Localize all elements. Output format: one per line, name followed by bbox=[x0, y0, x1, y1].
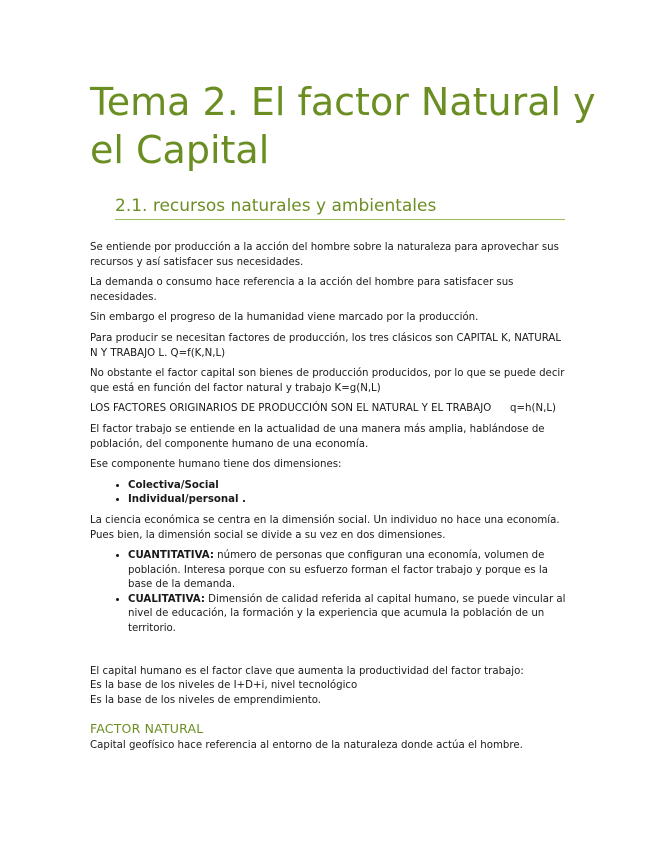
dimensions-list bbox=[90, 479, 568, 508]
list-item bbox=[128, 549, 568, 593]
capital-humano-line: Es la base de los niveles de emprendimiento. bbox=[90, 694, 322, 706]
paragraph-capital: No obstante el factor capital son bienes de producción producidos, por lo que se puede decir que está en función del factor natural y trabajo K=g(N,L) bbox=[90, 368, 565, 394]
list-item: • Individual/personal . bbox=[128, 493, 568, 508]
factores-originarios-formula: q=h(N,L) bbox=[510, 403, 556, 415]
subdimensions-list bbox=[90, 549, 568, 637]
paragraph-demanda: La demanda o consumo hace referencia a la acción del hombre para satisfacer sus necesidades. bbox=[90, 277, 514, 303]
paragraph-produccion: Se entiende por producción a la acción del hombre sobre la naturaleza para aprovechar sus recursos y así satisfacer sus necesidades. bbox=[90, 242, 559, 268]
paragraph-factores: Para producir se necesitan factores de producción, los tres clásicos son CAPITAL K, NATURAL N Y TRABAJO L. Q=f(K,N,L) bbox=[90, 332, 562, 359]
factores-originarios-text: LOS FACTORES ORIGINARIOS DE PRODUCCIÓN SON EL NATURAL Y EL TRABAJO bbox=[90, 403, 492, 415]
text-cualitativa: Dimensión de calidad referida al capital humano, se puede vincular al nivel de educación, la formación y la experiencia que acumula la población de un territorio. bbox=[128, 593, 566, 635]
term-cualitativa: CUALITATIVA: bbox=[128, 593, 205, 605]
capital-humano-line: Es la base de los niveles de I+D+i, nivel tecnológico bbox=[90, 680, 358, 692]
list-item: • Colectiva/Social bbox=[128, 479, 568, 494]
paragraph-capital-geofisico: Capital geofísico hace referencia al entorno de la naturaleza donde actúa el hombre. bbox=[90, 740, 523, 752]
paragraph-factores-originarios bbox=[90, 402, 568, 417]
spacer bbox=[90, 643, 568, 665]
list-item bbox=[128, 593, 568, 637]
paragraph-componente: Ese componente humano tiene dos dimensiones: bbox=[90, 459, 342, 471]
document-body bbox=[90, 241, 568, 760]
capital-humano-line: El capital humano es el factor clave que aumenta la productividad del factor trabajo: bbox=[90, 665, 524, 677]
paragraph-trabajo: El factor trabajo se entiende en la actualidad de una manera más amplia, hablándose de población, del componente humano de una economía. bbox=[90, 423, 545, 450]
paragraph-progreso: Sin embargo el progreso de la humanidad viene marcado por la producción. bbox=[90, 312, 479, 324]
capital-humano-block bbox=[90, 665, 568, 709]
section-subtitle: 2.1. recursos naturales y ambientales bbox=[115, 196, 565, 220]
paragraph-ciencia: La ciencia económica se centra en la dimensión social. Un individuo no hace una economía. Pues bien, la dimensión social se divide a su vez en dos dimensiones. bbox=[90, 514, 560, 541]
term-cuantitativa: CUANTITATIVA: bbox=[128, 550, 214, 562]
document-title: Tema 2. El factor Natural y el Capital bbox=[90, 80, 596, 172]
section-heading-factor-natural: FACTOR NATURAL bbox=[90, 721, 204, 737]
text-cuantitativa: número de personas que configuran una economía, volumen de población. Interesa porque con su esfuerzo forman el factor trabajo y porque es la base de la demanda. bbox=[128, 550, 548, 591]
